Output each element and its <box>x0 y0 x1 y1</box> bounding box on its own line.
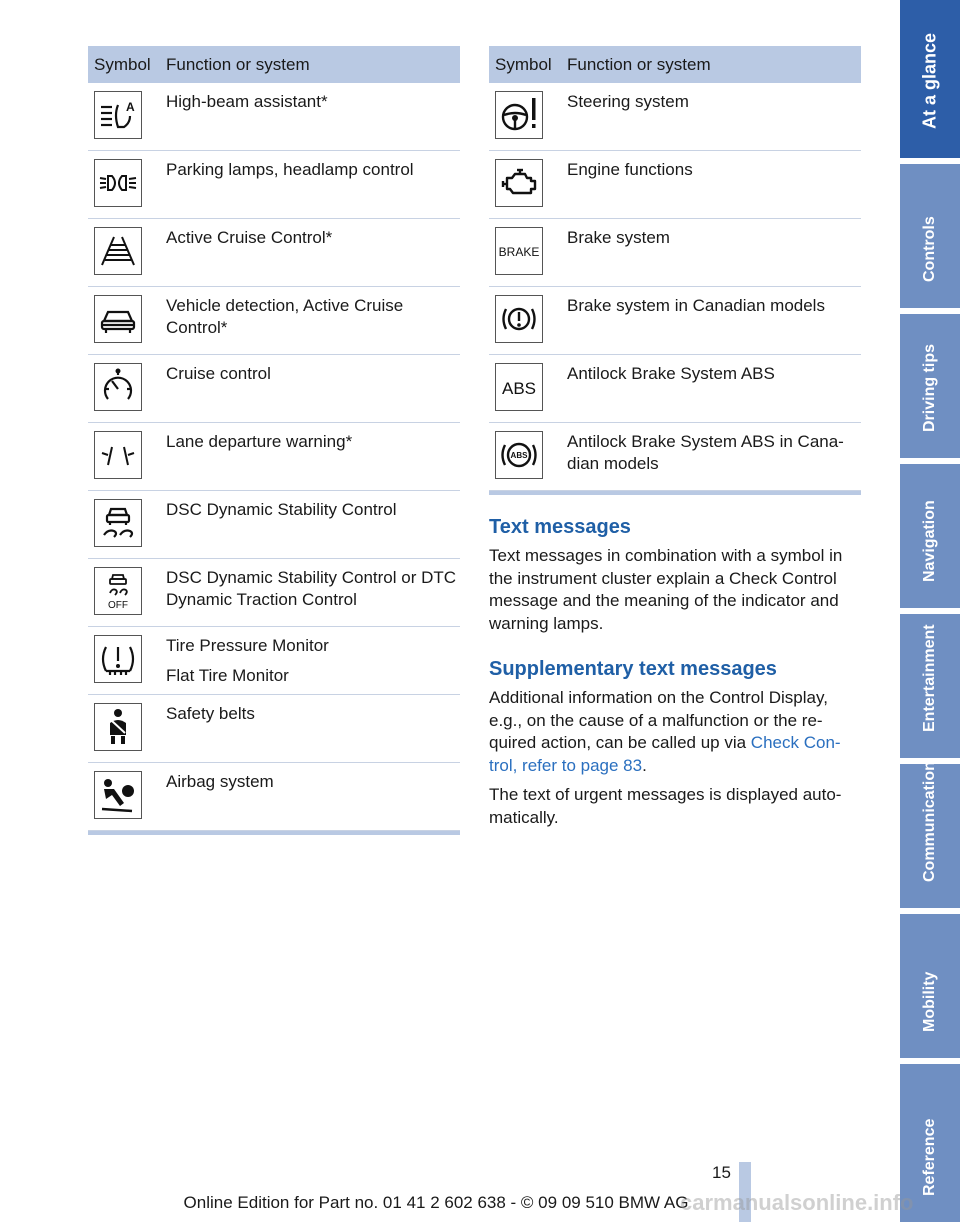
row-label: DSC Dynamic Stability Control <box>166 500 397 519</box>
table-row <box>88 219 460 287</box>
table-row <box>489 287 861 355</box>
urgent-messages-paragraph: The text of urgent messages is displayed auto-matically. <box>489 785 842 827</box>
airbag-icon <box>94 771 142 819</box>
watermark: carmanualsonline.info <box>680 1190 914 1215</box>
tab-controls[interactable]: Controls <box>900 164 960 308</box>
table-row <box>88 287 460 355</box>
symbol-column-header: Symbol <box>495 54 552 74</box>
row-label: Vehicle detection, Active Cruise Control* <box>166 296 404 337</box>
table-row <box>88 763 460 831</box>
high-beam-assistant-icon <box>94 91 142 139</box>
row-label: Tire Pressure Monitor Flat Tire Monitor <box>166 635 456 687</box>
row-label: Antilock Brake System ABS in Cana-dian models <box>567 432 844 473</box>
table-bottom-rule <box>88 831 460 835</box>
page-number: 15 <box>712 1163 731 1182</box>
function-column-header: Function or system <box>166 54 310 74</box>
tab-reference[interactable]: Reference <box>900 1064 960 1222</box>
row-label: Parking lamps, headlamp control <box>166 160 414 179</box>
steering-system-icon <box>495 91 543 139</box>
tire-pressure-icon <box>94 635 142 683</box>
brake-text-icon <box>495 227 543 275</box>
tab-entertainment[interactable]: Entertainment <box>900 614 960 758</box>
text-messages-heading: Text messages <box>489 516 631 538</box>
active-cruise-control-icon <box>94 227 142 275</box>
tab-driving-tips[interactable]: Driving tips <box>900 314 960 458</box>
tab-at-a-glance[interactable]: At a glance <box>900 0 960 158</box>
table-row <box>88 83 460 151</box>
footer: Online Edition for Part no. 01 41 2 602 638 - © 09 09 510 BMW AG <box>183 1193 689 1212</box>
cruise-control-icon <box>94 363 142 411</box>
chapter-sidebar <box>900 0 960 1222</box>
vehicle-detection-icon <box>94 295 142 343</box>
table-row <box>489 151 861 219</box>
text-messages-paragraph: Text messages in combination with a symbol in the instrument cluster explain a Check Control message and the meaning of the indicator and warning lamps. <box>489 546 843 633</box>
table-row <box>88 627 460 695</box>
row-label: Active Cruise Control* <box>166 228 333 247</box>
dsc-icon <box>94 499 142 547</box>
parking-lamps-icon <box>94 159 142 207</box>
row-label: Cruise control <box>166 364 271 383</box>
table-row <box>88 491 460 559</box>
symbol-table-right <box>489 46 861 495</box>
table-header <box>489 46 861 83</box>
table-row <box>88 423 460 491</box>
row-label: Steering system <box>567 92 689 111</box>
svg-text:A: A <box>126 100 135 114</box>
row-label: High-beam assistant* <box>166 92 328 111</box>
row-label: Lane departure warning* <box>166 432 353 451</box>
function-column-header: Function or system <box>567 54 711 74</box>
row-label: Brake system in Canadian models <box>567 296 825 315</box>
row-label: Safety belts <box>166 704 255 723</box>
abs-circle-icon-text: ABS <box>510 451 528 460</box>
table-row <box>88 151 460 219</box>
table-row <box>88 355 460 423</box>
row-label: Antilock Brake System ABS <box>567 364 775 383</box>
row-label: Engine functions <box>567 160 693 179</box>
row-label: Airbag system <box>166 772 274 791</box>
brake-icon-text: BRAKE <box>499 245 539 259</box>
abs-circle-icon <box>495 431 543 479</box>
abs-icon-text: ABS <box>501 379 537 398</box>
row-label-secondary: Flat Tire Monitor <box>166 666 289 685</box>
table-bottom-rule <box>489 491 861 495</box>
brake-circle-icon <box>495 295 543 343</box>
table-row <box>489 219 861 287</box>
table-row <box>88 559 460 627</box>
row-label: Brake system <box>567 228 670 247</box>
table-header <box>88 46 460 83</box>
tab-navigation[interactable]: Navigation <box>900 464 960 608</box>
table-row <box>489 83 861 151</box>
table-row <box>489 355 861 423</box>
table-row <box>88 695 460 763</box>
dsc-off-icon <box>94 567 142 615</box>
check-control-link[interactable]: Check Con-trol, refer to page 83 <box>489 733 841 775</box>
abs-text-icon <box>495 363 543 411</box>
engine-icon <box>495 159 543 207</box>
supplementary-paragraph: Additional information on the Control Display, e.g., on the cause of a malfunction or the re-quired action, can be called up via Check Con-trol, refer to page 83. <box>489 688 841 775</box>
supplementary-heading: Supplementary text messages <box>489 658 777 680</box>
table-row <box>489 423 861 491</box>
symbol-table-left <box>88 46 460 835</box>
tab-mobility[interactable]: Mobility <box>900 914 960 1058</box>
safety-belt-icon <box>94 703 142 751</box>
tab-communication[interactable]: Communication <box>900 764 960 908</box>
lane-departure-icon <box>94 431 142 479</box>
row-label: DSC Dynamic Stability Control or DTC Dynamic Traction Control <box>166 568 457 609</box>
symbol-column-header: Symbol <box>94 54 151 74</box>
svg-text:OFF: OFF <box>108 600 128 611</box>
